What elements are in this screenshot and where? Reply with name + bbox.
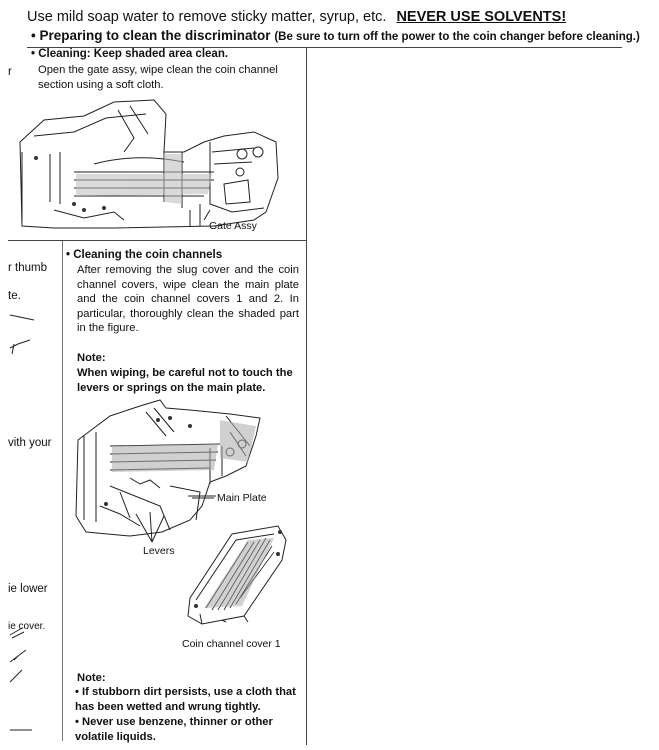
section-divider: [8, 240, 307, 241]
caption-main-plate: Main Plate: [217, 492, 267, 504]
right-column-border: [306, 47, 307, 745]
coin-channel-cover-illustration: [182, 520, 292, 630]
left-fragment-4: vith your: [8, 437, 52, 449]
section1-title: • Cleaning: Keep shaded area clean.: [31, 48, 229, 60]
prep-heading: [31, 28, 640, 43]
left-fragment-6: ie cover.: [8, 621, 46, 632]
header-instruction-line: [27, 9, 566, 25]
gate-assy-illustration: [14, 92, 294, 232]
caption-gate-assy: Gate Assy: [209, 220, 257, 232]
section2-left-border: [62, 241, 63, 741]
caption-coin-channel-cover-1: Coin channel cover 1: [182, 638, 281, 650]
section2-body: After removing the slug cover and the coin channel covers, wipe clean the main plate and the coin channel covers 1 and 2. In particular, thoroughly clean the shaded part in the figure.: [77, 264, 299, 335]
left-fragment-2: r thumb: [8, 262, 47, 274]
left-fragment-3: te.: [8, 290, 21, 302]
note2-item-2: • Never use benzene, thinner or other volatile liquids.: [75, 716, 273, 743]
left-fragment-5: ie lower: [8, 583, 48, 595]
prep-bullet: •: [31, 28, 36, 43]
note-label: Note:: [77, 352, 106, 364]
left-fragment-1: r: [8, 66, 12, 78]
section1-body: Open the gate assy, wipe clean the coin channel section using a soft cloth.: [38, 64, 278, 91]
solvent-warning: NEVER USE SOLVENTS!: [396, 9, 567, 25]
note-text: When wiping, be careful not to touch the levers or springs on the main plate.: [77, 367, 293, 394]
prep-title: Preparing to clean the discriminator: [39, 28, 271, 43]
prep-note: (Be sure to turn off the power to the coin changer before cleaning.): [274, 31, 640, 43]
caption-levers: Levers: [143, 545, 175, 557]
instruction-text: Use mild soap water to remove sticky matter, syrup, etc.: [27, 9, 387, 25]
section2-title: • Cleaning the coin channels: [66, 249, 223, 261]
note2-label: Note:: [77, 672, 106, 684]
note2-item-1: • If stubborn dirt persists, use a cloth that has been wetted and wrung tightly.: [75, 686, 296, 713]
left-fragment-sketches: [8, 310, 38, 750]
